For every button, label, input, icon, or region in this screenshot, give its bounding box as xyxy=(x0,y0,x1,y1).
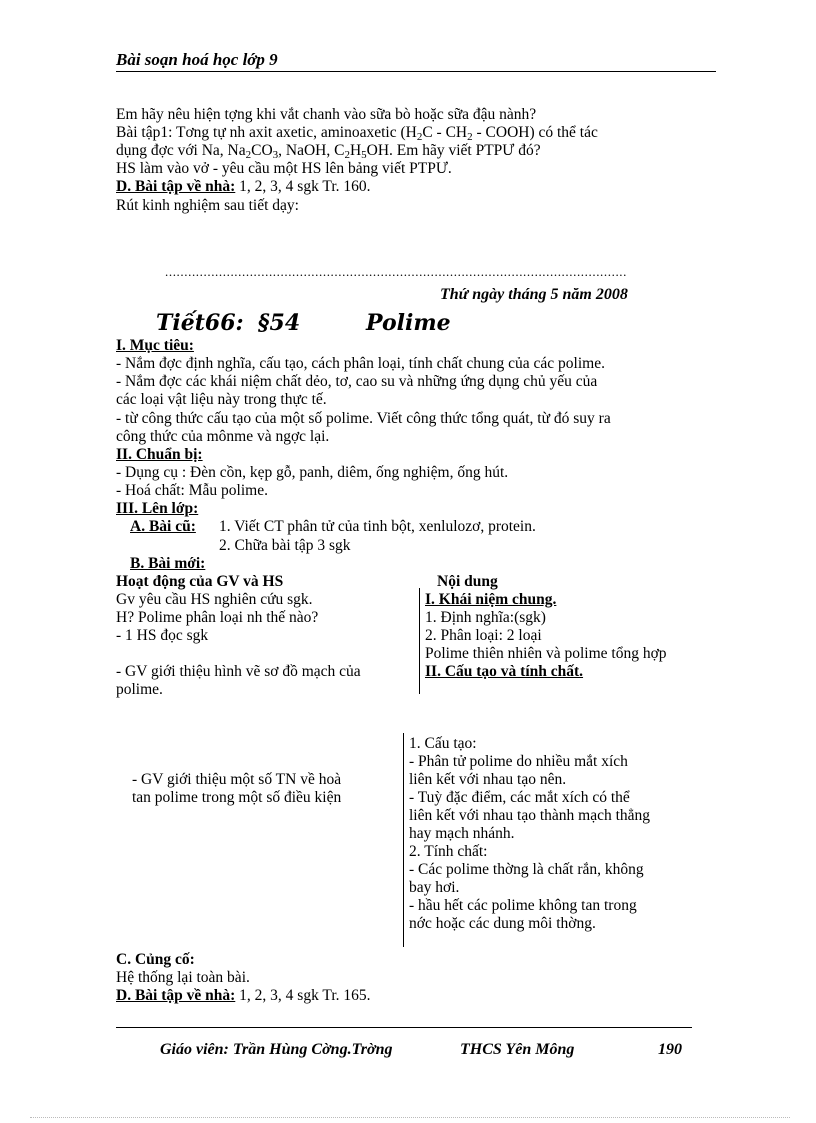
right-row: - Tuỳ đặc điểm, các mắt xích có thể xyxy=(409,789,630,806)
lesson-title: Polime xyxy=(366,310,451,336)
old-lesson-item: 1. Viết CT phân tử của tinh bột, xenlulozơ, protein. xyxy=(219,518,536,535)
right-row: 2. Phân loại: 2 loại xyxy=(425,627,542,644)
column-divider xyxy=(419,588,420,694)
right-row: 1. Định nghĩa:(sgk) xyxy=(425,609,546,626)
page-bottom-border xyxy=(30,1117,790,1118)
left-row: polime. xyxy=(116,681,163,698)
separator-dots: ........................................................................................................................ xyxy=(165,264,627,279)
left-row: tan polime trong một số điều kiện xyxy=(132,789,342,806)
left-row: - GV giới thiệu hình vẽ sơ đồ mạch của xyxy=(116,663,361,680)
objective-line: công thức của mônme và ngợc lại. xyxy=(116,428,330,445)
right-row-heading: II. Cấu tạo và tính chất. xyxy=(425,663,584,680)
prep-line: - Dụng cụ : Đèn cồn, kẹp gỗ, panh, diêm, ống nghiệm, ống hút. xyxy=(116,464,509,481)
exercise-line-1: Bài tập1: Tơng tự nh axit axetic, aminoaxetic ($H_2C - CH_2$ - COOH) có thể tác xyxy=(116,124,598,143)
right-row: - Các polime thờng là chất rắn, không xyxy=(409,861,644,878)
left-row: - 1 HS đọc sgk xyxy=(116,627,209,644)
right-row: hay mạch nhánh. xyxy=(409,825,515,842)
new-lesson-label: B. Bài mới: xyxy=(130,555,206,572)
experience-line: Rút kinh nghiệm sau tiết dạy: xyxy=(116,197,299,214)
footer-teacher: Giáo viên: Trần Hùng Cờng.Trờng xyxy=(160,1041,393,1058)
question-line: Em hãy nêu hiện tợng khi vắt chanh vào sữa bò hoặc sữa đậu nành? xyxy=(116,106,537,123)
consolidation-text: Hệ thống lại toàn bài. xyxy=(116,969,250,986)
left-row: - GV giới thiệu một số TN về hoà xyxy=(132,771,342,788)
steps-heading: III. Lên lớp: xyxy=(116,500,199,517)
right-row: Polime thiên nhiên và polime tổng hợp xyxy=(425,645,667,662)
document-header: Bài soạn hoá học lớp 9 xyxy=(116,50,278,69)
left-row: H? Polime phân loại nh thế nào? xyxy=(116,609,319,626)
footer-rule xyxy=(116,1027,692,1028)
date-line: Thứ ngày tháng 5 năm 2008 xyxy=(440,286,628,303)
right-row-heading: I. Khái niệm chung. xyxy=(425,591,557,608)
objectives-heading: I. Mục tiêu: xyxy=(116,337,194,354)
right-row: bay hơi. xyxy=(409,879,460,896)
exercise-line-2: dụng đợc với Na, $Na_2CO_3$, NaOH, $C_2H_5OH$. Em hãy viết PTPƯ đó? xyxy=(116,142,541,161)
lesson-section: §54 xyxy=(258,310,301,336)
right-row: liên kết với nhau tạo thành mạch thẳng xyxy=(409,807,651,824)
prep-heading: II. Chuẩn bị: xyxy=(116,446,203,463)
right-column-header: Nội dung xyxy=(437,573,498,590)
lesson-period: Tiết66: xyxy=(156,310,244,336)
column-divider xyxy=(403,733,404,947)
objective-line: các loại vật liệu này trong thực tế. xyxy=(116,391,327,408)
homework-line-bottom: D. Bài tập về nhà: 1, 2, 3, 4 sgk Tr. 165. xyxy=(116,987,371,1004)
right-row: 2. Tính chất: xyxy=(409,843,488,860)
old-lesson-item: 2. Chữa bài tập 3 sgk xyxy=(219,537,351,554)
footer-school: THCS Yên Mông xyxy=(460,1041,575,1058)
right-row: 1. Cấu tạo: xyxy=(409,735,477,752)
objective-line: - Nắm đợc định nghĩa, cấu tạo, cách phân loại, tính chất chung của các polime. xyxy=(116,355,605,372)
consolidation-heading: C. Củng cố: xyxy=(116,951,195,968)
left-row: Gv yêu cầu HS nghiên cứu sgk. xyxy=(116,591,313,608)
right-row: nớc hoặc các dung môi thờng. xyxy=(409,915,596,932)
right-row: - Phân tử polime do nhiều mắt xích xyxy=(409,753,628,770)
objective-line: - từ công thức cấu tạo của một số polime. Viết công thức tổng quát, từ đó suy ra xyxy=(116,410,611,427)
old-lesson-label: A. Bài cũ: xyxy=(130,518,196,535)
right-row: - hầu hết các polime không tan trong xyxy=(409,897,637,914)
prep-line: - Hoá chất: Mẫu polime. xyxy=(116,482,268,499)
left-column-header: Hoạt động của GV và HS xyxy=(116,573,284,590)
student-task-line: HS làm vào vở - yêu cầu một HS lên bảng viết PTPƯ. xyxy=(116,160,452,177)
objective-line: - Nắm đợc các khái niệm chất dẻo, tơ, cao su và những ứng dụng chủ yếu của xyxy=(116,373,598,390)
footer-page-number: 190 xyxy=(658,1041,682,1058)
right-row: liên kết với nhau tạo nên. xyxy=(409,771,567,788)
header-rule xyxy=(116,71,716,72)
homework-line-top: D. Bài tập về nhà: 1, 2, 3, 4 sgk Tr. 160. xyxy=(116,178,371,195)
